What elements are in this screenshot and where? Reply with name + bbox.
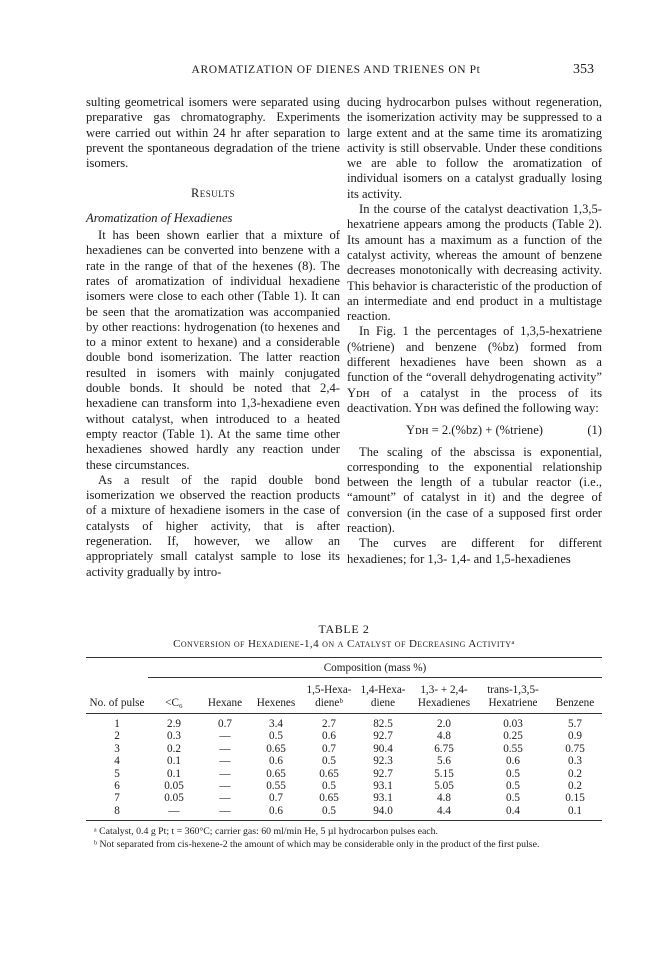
table-cell: 0.7 — [218, 718, 232, 730]
table-cell: 0.5 — [269, 730, 283, 743]
table-row — [86, 714, 602, 731]
table-cell: 0.03 — [503, 718, 523, 730]
table-cell: 0.6 — [506, 755, 520, 768]
right-column — [347, 95, 602, 567]
table-cell: 0.6 — [269, 755, 283, 768]
table-number: TABLE 2 — [318, 622, 370, 636]
table-cell: — — [219, 767, 231, 780]
table-cell: 0.5 — [322, 780, 336, 793]
column-header: trans-1,3,5- Hexatriene — [487, 684, 539, 709]
table-cell: 94.0 — [373, 804, 393, 817]
table-cell: 0.65 — [319, 767, 339, 780]
table-cell: 8 — [114, 804, 120, 817]
table-body — [86, 714, 602, 821]
table-cell: 6.75 — [434, 742, 454, 755]
table-cell: 1 — [114, 718, 120, 730]
table-cell: 0.25 — [503, 730, 523, 743]
column-header: <C₆ — [165, 697, 183, 709]
composition-table — [86, 657, 602, 821]
table-cell: 93.1 — [373, 780, 393, 793]
column-header: No. of pulse — [89, 697, 145, 709]
table-cell: 0.5 — [506, 780, 520, 793]
subsection-heading: Aromatization of Hexadienes — [86, 210, 233, 225]
left-paragraph-1: sulting geometrical isomers were separated using preparative gas chromatography. Experiments were carried out within 24 hr after separation to prevent the spontaneous degradation of the triene isomers. — [86, 95, 340, 171]
table-cell: 82.5 — [373, 718, 393, 730]
table-cell: 4 — [114, 755, 120, 768]
table-cell: 0.5 — [506, 767, 520, 780]
table-row — [86, 780, 602, 792]
right-paragraph-3: In Fig. 1 the percentages of 1,3,5-hexatriene (%triene) and benzene (%bz) formed from different hexadienes have been shown as a function of the “overall dehydrogenating activity” Yᴅʜ of a catalyst in the process of its deactivation. Yᴅʜ was defined the following way: — [347, 324, 602, 415]
table-cell: 4.4 — [437, 804, 451, 817]
table-cell: 0.3 — [167, 730, 181, 743]
footnote-b: ᵇ Not separated from cis-hexene-2 the amount of which may be considerable only in the product of the first pulse. — [94, 838, 540, 850]
table-cell: 0.55 — [266, 780, 286, 793]
table-cell: 0.4 — [506, 804, 520, 817]
table-cell: 2 — [114, 730, 120, 743]
table-cell: — — [219, 792, 231, 805]
table-cell: 0.55 — [503, 742, 523, 755]
table-cell: — — [168, 804, 180, 817]
table-cell: 0.15 — [565, 792, 585, 805]
table-cell: — — [219, 804, 231, 817]
table-cell: 0.2 — [568, 780, 582, 793]
table-cell: 0.7 — [322, 742, 336, 755]
table-cell: 0.1 — [167, 767, 181, 780]
table-cell: 2.7 — [322, 718, 336, 730]
footnote-a: ᵃ Catalyst, 0.4 g Pt; t = 360°C; carrier gas: 60 ml/min He, 5 µl hydrocarbon pulses each. — [94, 826, 438, 838]
table-cell: 92.7 — [373, 730, 393, 743]
table-cell: 0.9 — [568, 730, 582, 743]
table-cell: 5.05 — [434, 780, 454, 793]
table-row — [86, 792, 602, 804]
table-cell: 0.5 — [506, 792, 520, 805]
table-cell: 0.1 — [167, 755, 181, 768]
table-cell: — — [219, 730, 231, 743]
table-cell: 4.8 — [437, 730, 451, 743]
equation-1 — [347, 423, 602, 438]
table-cell: 0.1 — [568, 804, 582, 817]
table-group-header: Composition (mass %) — [148, 658, 602, 678]
table-cell: 92.7 — [373, 767, 393, 780]
left-paragraph-3: As a result of the rapid double bond isomerization we observed the reaction products of a mixture of hexadiene isomers in the case of catalysts of higher activity, that is after regeneration. If, however, we allow an appropriately small catalyst sample to lose its activity gradually by intro- — [86, 472, 340, 579]
table-cell: 0.5 — [322, 804, 336, 817]
table-cell: — — [219, 755, 231, 768]
column-header: 1,3- + 2,4- Hexadienes — [417, 684, 471, 709]
table-cell: 0.6 — [322, 730, 336, 743]
table-cell: 0.65 — [266, 767, 286, 780]
table-cell: 0.05 — [164, 792, 184, 805]
table-row — [86, 743, 602, 755]
table-cell: 0.05 — [164, 780, 184, 793]
table-cell: 3.4 — [269, 718, 283, 730]
table-cell: 2.0 — [437, 718, 451, 730]
table-row — [86, 768, 602, 780]
table-cell: 2.9 — [167, 718, 181, 730]
table-cell: 5.7 — [568, 718, 582, 730]
equation-text: Yᴅʜ = 2.(%bz) + (%triene) — [406, 423, 543, 438]
table-cell: 7 — [114, 792, 120, 805]
right-paragraph-1: ducing hydrocarbon pulses without regeneration, the isomerization activity may be suppressed to a large extent and at the same time its aromatizing activity is still observable. Under these conditions we are able to follow the aromatization of individual isomers on a catalyst gradually losing its activity. — [347, 95, 602, 201]
table-cell: 0.2 — [167, 742, 181, 755]
table-cell: 5.15 — [434, 767, 454, 780]
running-head: AROMATIZATION OF DIENES AND TRIENES ON Pt — [191, 64, 481, 76]
equation-number: (1) — [587, 423, 602, 438]
table-cell: 93.1 — [373, 792, 393, 805]
table-cell: 0.3 — [568, 755, 582, 768]
page-number: 353 — [573, 62, 594, 77]
table-2 — [86, 622, 602, 851]
column-header: Hexane — [207, 697, 243, 709]
table-cell: 5 — [114, 767, 120, 780]
table-cell: — — [219, 742, 231, 755]
table-cell: 92.3 — [373, 755, 393, 768]
table-cell: 3 — [114, 742, 120, 755]
table-cell: 0.75 — [565, 742, 585, 755]
right-paragraph-4: The scaling of the abscissa is exponential, corresponding to the exponential relationship between the length of a tubular reactor (i.e., “amount” of catalyst in it) and the degree of conversion (in the case of a supposed first order reaction). — [347, 444, 602, 536]
table-cell: 6 — [114, 780, 120, 793]
right-paragraph-2: In the course of the catalyst deactivation 1,3,5-hexatriene appears among the products (Table 2). Its amount has a maximum as a function of the catalyst activity, whereas the amount of benzene decreases monotonically with decreasing activity. This behavior is characteristic of the production of an intermediate and end product in a multistage reaction. — [347, 202, 602, 324]
table-cell: 4.8 — [437, 792, 451, 805]
table-row — [86, 755, 602, 767]
right-paragraph-5: The curves are different for different hexadienes; for 1,3- 1,4- and 1,5-hexadienes — [347, 536, 602, 566]
table-cell: 0.6 — [269, 804, 283, 817]
table-cell: 5.6 — [437, 755, 451, 768]
table-row — [86, 805, 602, 821]
table-cell: 0.2 — [568, 767, 582, 780]
table-cell: 0.65 — [266, 742, 286, 755]
table-footnotes — [86, 826, 602, 851]
column-header: Hexenes — [256, 697, 296, 709]
table-cell: 0.7 — [269, 792, 283, 805]
table-cell: 0.5 — [322, 755, 336, 768]
table-cell: 0.65 — [319, 792, 339, 805]
table-cell: — — [219, 780, 231, 793]
left-paragraph-2: It has been shown earlier that a mixture of hexadienes can be converted into benzene with a rate in the range of that of the hexenes (8). The rates of aromatization of individual hexadiene isomers were close to each other (Table 1). It can be seen that the aromatization was accompanied by other reactions: hydrogenation (to hexenes and to a minor extent to hexane) and a considerable double bond isomerization. The latter reaction resulted in isomers with mainly conjugated double bonds. It should be noted that 2,4-hexadiene can transform into 1,3-hexadiene even without catalyst, when introduced to a heated empty reactor (Table 1). At the same time other hexadienes showed hardly any reaction under these circumstances. — [86, 228, 340, 472]
column-header: Benzene — [555, 697, 595, 709]
table-cell: 90.4 — [373, 742, 393, 755]
table-caption: Conversion of Hexadiene-1,4 on a Catalyst of Decreasing Activityᵃ — [173, 638, 515, 650]
section-heading: Results — [191, 186, 235, 201]
table-row — [86, 730, 602, 742]
left-column — [86, 95, 340, 580]
column-header: 1,5-Hexa- dieneᵇ — [306, 684, 352, 709]
column-header: 1,4-Hexa- diene — [360, 684, 406, 709]
